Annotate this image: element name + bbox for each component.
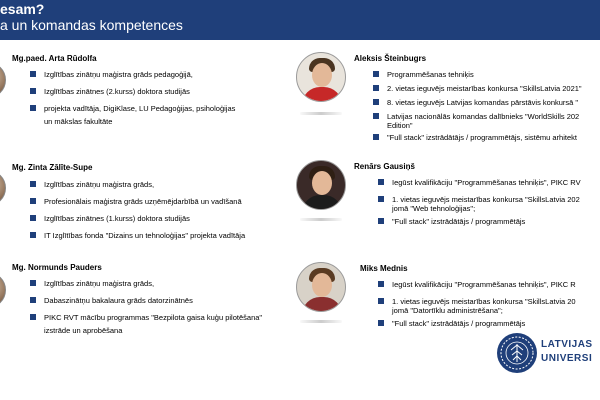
bullet-square-icon [373, 113, 379, 119]
blurred-caption [300, 218, 342, 221]
logo-text-line2: UNIVERSI [541, 353, 593, 364]
list-item: Izglītības zinātņu maģistra grāds, [30, 180, 245, 189]
list-item: Izglītības zinātņu maģistra grāds, [30, 279, 262, 288]
list-item: IT Izglītības fonda "Dizains un tehnoloģijas" projekta vadītāja [30, 231, 245, 240]
list-item-continuation: izstrāde un aprobēšana [44, 326, 123, 335]
logo-text-line1: LATVIJAS [541, 339, 593, 350]
bullet-square-icon [373, 99, 379, 105]
blurred-caption [300, 112, 342, 115]
person-name-arta: Mg.paed. Arta Rūdolfa [12, 54, 97, 63]
list-item-continuation: jomā "Datortīklu administrēšana"; [392, 306, 503, 315]
bullets-miks [378, 280, 576, 336]
list-item: "Full stack" izstrādātājs / programmētājs [378, 217, 581, 226]
bullet-square-icon [373, 85, 379, 91]
bullet-square-icon [378, 179, 384, 185]
avatar-normunds [0, 272, 6, 308]
bullet-square-icon [30, 198, 36, 204]
bullet-square-icon [378, 320, 384, 326]
slide-subtitle: a un komandas kompetences [0, 17, 183, 33]
bullet-square-icon [30, 297, 36, 303]
bullet-square-icon [378, 298, 384, 304]
avatar-arta [0, 62, 6, 98]
bullet-square-icon [378, 196, 384, 202]
slide-title: esam? [0, 1, 45, 17]
list-item: Latvijas nacionālās komandas dalībnieks "WorldSkills 202 [373, 112, 582, 121]
university-seal-icon [497, 333, 537, 373]
bullet-square-icon [30, 280, 36, 286]
person-name-normunds: Mg. Normunds Pauders [12, 263, 102, 272]
list-item: Izglītības zinātņu maģistra grāds pedagoģijā, [30, 70, 235, 79]
bullet-square-icon [30, 105, 36, 111]
list-item: 1. vietas ieguvējs meistarības konkursa "SkillsLatvia 202 [378, 195, 581, 204]
bullets-renars [378, 178, 581, 234]
avatar-zinta [0, 170, 6, 206]
list-item: Iegūst kvalifikāciju "Programmēšanas tehniķis", PIKC R [378, 280, 576, 289]
bullet-square-icon [373, 134, 379, 140]
list-item: "Full stack" izstrādātājs / programmētājs, sistēmu arhitekt [373, 133, 582, 142]
photo-miks [296, 262, 346, 312]
bullets-zinta [30, 180, 245, 248]
bullets-normunds [30, 279, 262, 343]
list-item-continuation: jomā "Web tehnoloģijas"; [392, 204, 476, 213]
list-item: projekta vadītāja, DigiKlase, LU Pedagoģijas, psiholoģijas [30, 104, 235, 113]
list-item: Programmēšanas tehniķis [373, 70, 582, 79]
bullet-square-icon [30, 215, 36, 221]
bullet-square-icon [30, 88, 36, 94]
bullets-aleksis [373, 70, 582, 147]
blurred-caption [300, 320, 342, 323]
bullets-arta [30, 70, 235, 134]
list-item: 1. vietas ieguvējs meistarības konkursa "SkillsLatvia 20 [378, 297, 576, 306]
person-name-aleksis: Aleksis Šteinbugrs [354, 54, 427, 63]
list-item: Izglītības zinātnes (2.kurss) doktora studijās [30, 87, 235, 96]
photo-aleksis [296, 52, 346, 102]
list-item: PIKC RVT mācību programmas "Bezpilota gaisa kuģu pilotēšana" [30, 313, 262, 322]
list-item: "Full stack" izstrādātājs / programmētājs [378, 319, 576, 328]
list-item: Iegūst kvalifikāciju "Programmēšanas tehniķis", PIKC RV [378, 178, 581, 187]
bullet-square-icon [373, 71, 379, 77]
person-name-renars: Renārs Gausiņš [354, 162, 415, 171]
list-item: 8. vietas ieguvējs Latvijas komandas pārstāvis konkursā " [373, 98, 582, 107]
bullet-square-icon [378, 281, 384, 287]
bullet-square-icon [30, 314, 36, 320]
bullet-square-icon [378, 218, 384, 224]
bullet-square-icon [30, 71, 36, 77]
list-item: Izglītības zinātnes (1.kurss) doktora studijās [30, 214, 245, 223]
bullet-square-icon [30, 181, 36, 187]
bullet-square-icon [30, 232, 36, 238]
list-item-continuation: un mākslas fakultāte [44, 117, 113, 126]
list-item: Profesionālais maģistra grāds uzņēmējdarbībā un vadīšanā [30, 197, 245, 206]
list-item: 2. vietas ieguvējs meistarības konkursa "SkillsLatvia 2021" [373, 84, 582, 93]
list-item: Dabaszinātņu bakalaura grāds datorzinātnēs [30, 296, 262, 305]
photo-renars [296, 160, 346, 210]
list-item-continuation: Edition" [387, 121, 413, 130]
person-name-zinta: Mg. Zinta Zālīte-Supe [12, 163, 93, 172]
person-name-miks: Miks Mednis [360, 264, 408, 273]
